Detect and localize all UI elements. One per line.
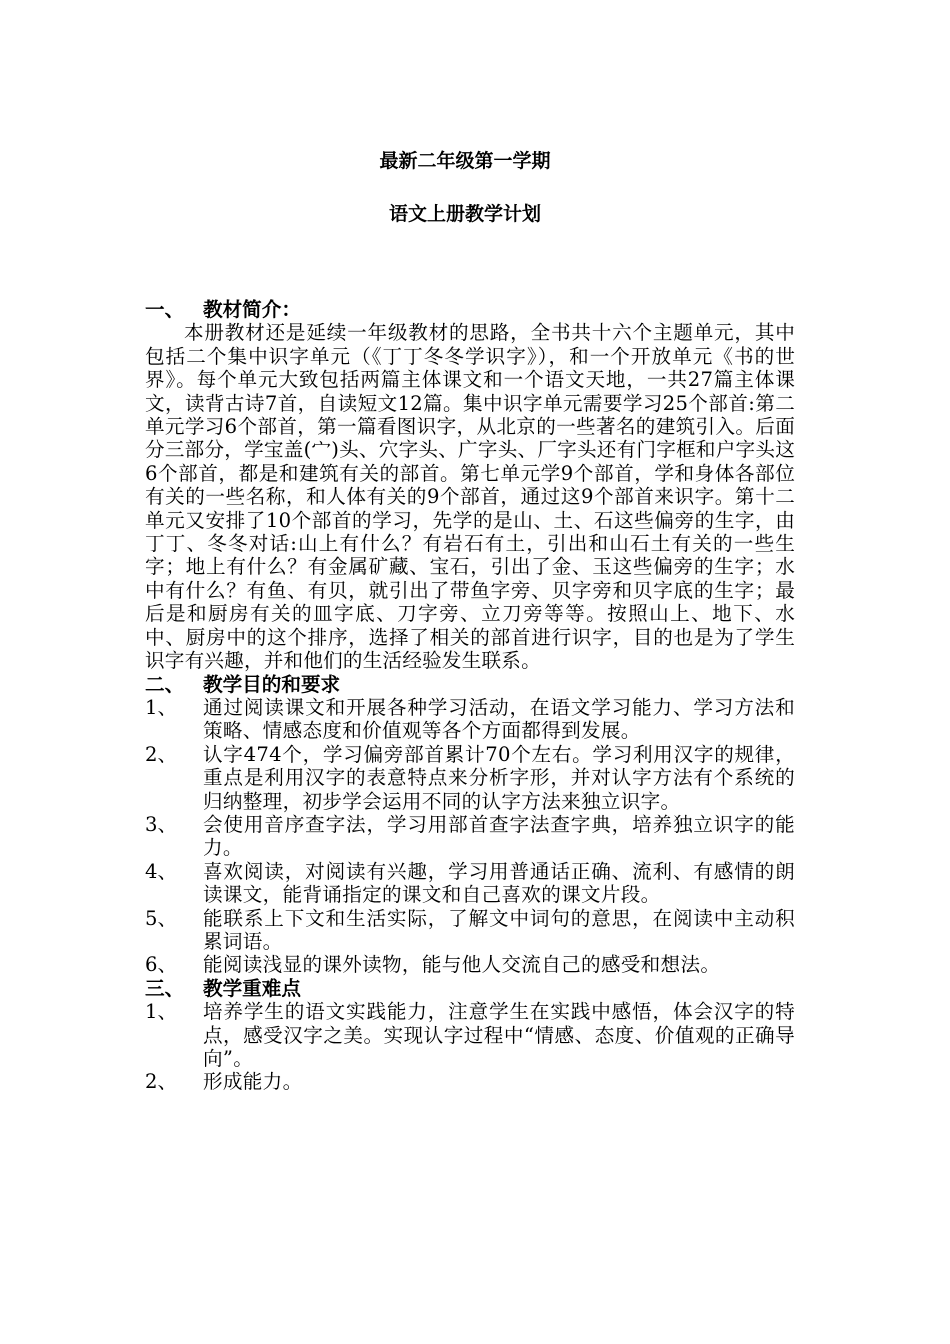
list-item-text: 培养学生的语文实践能力，注意学生在实践中感悟，体会汉字的特点，感受汉字之美。实现认字过程中“情感、态度、价值观的正确导向”。 xyxy=(203,1000,795,1070)
list-item-text: 能联系上下文和生活实际，了解文中词句的意思，在阅读中主动积累词语。 xyxy=(203,906,795,953)
document-title: 最新二年级第一学期 xyxy=(379,150,551,172)
list-item-text: 形成能力。 xyxy=(203,1070,303,1094)
list-item-number: 1、 xyxy=(145,1000,178,1024)
list-item-text: 喜欢阅读，对阅读有兴趣，学习用普通话正确、流利、有感情的朗读课文，能背诵指定的课文和自己喜欢的课文片段。 xyxy=(203,859,795,907)
section-title: 教学目的和要求 xyxy=(203,672,341,696)
list-item xyxy=(145,1070,795,1093)
section-1-paragraph: 本册教材还是延续一年级教材的思路，全书共十六个主题单元，其中包括二个集中识字单元（《丁丁冬冬学识字》），和一个开放单元《书的世界》。每个单元大致包括两篇主体课文和一个语文天地，一共27篇主体课文，读背古诗7首，自读短文12篇。集中识字单元需要学习25个部首:第二单元学习6个部首，第一篇看图识字，从北京的一些著名的建筑引入。后面分三部分，学宝盖(宀)头、穴字头、广字头、厂字头还有门字框和户字头这6个部首，都是和建筑有关的部首。第七单元学9个部首，学和身体各部位有关的一些名称，和人体有关的9个部首，通过这9个部首来识字。第十二单元又安排了10个部首的学习，先学的是山、土、石这些偏旁的生字，由丁丁、冬冬对话:山上有什么？有岩石有土，引出和山石土有关的一些生字；地上有什么？有金属矿藏、宝石，引出了金、玉这些偏旁的生字；水中有什么？有鱼、有贝，就引出了带鱼字旁、贝字旁和贝字底的生字；最后是和厨房有关的皿字底、刀字旁、立刀旁等等。按照山上、地下、水中、厨房中的这个排序，选择了相关的部首进行识字，目的也是为了学生识字有兴趣，并和他们的生活经验发生联系。 xyxy=(145,321,795,673)
list-item-text: 通过阅读课文和开展各种学习活动，在语文学习能力、学习方法和策略、情感态度和价值观等各个方面都得到发展。 xyxy=(203,695,795,743)
section-number: 一、 xyxy=(145,298,185,321)
section-2-heading xyxy=(145,673,795,696)
list-item-number: 1、 xyxy=(145,695,178,719)
list-item xyxy=(145,953,795,976)
section-number: 三、 xyxy=(145,976,185,1000)
list-item-number: 2、 xyxy=(145,742,178,766)
list-item xyxy=(145,696,795,743)
list-item-number: 6、 xyxy=(145,953,178,977)
section-3-heading xyxy=(145,977,795,1000)
list-item-number: 5、 xyxy=(145,906,178,930)
list-item-number: 4、 xyxy=(145,859,178,883)
list-item-number: 3、 xyxy=(145,812,178,836)
list-item-text: 能阅读浅显的课外读物，能与他人交流自己的感受和想法。 xyxy=(203,953,721,977)
list-item xyxy=(145,743,795,813)
list-item xyxy=(145,1000,795,1070)
document-subtitle: 语文上册教学计划 xyxy=(388,203,541,225)
section-number: 二、 xyxy=(145,672,185,696)
list-item xyxy=(145,860,795,907)
list-item-number: 2、 xyxy=(145,1070,178,1094)
list-item xyxy=(145,813,795,860)
list-item-text: 会使用音序查字法，学习用部首查字法查字典，培养独立识字的能力。 xyxy=(203,812,795,860)
section-title: 教学重难点 xyxy=(203,976,301,1000)
section-1-heading xyxy=(145,298,795,321)
document-body xyxy=(145,298,795,1094)
section-title: 教材简介： xyxy=(203,298,301,321)
list-item-text: 认字474个，学习偏旁部首累计70个左右。学习利用汉字的规律，重点是利用汉字的表意特点来分析字形，并对认字方法有个系统的归纳整理，初步学会运用不同的认字方法来独立识字。 xyxy=(203,742,795,813)
list-item xyxy=(145,907,795,954)
